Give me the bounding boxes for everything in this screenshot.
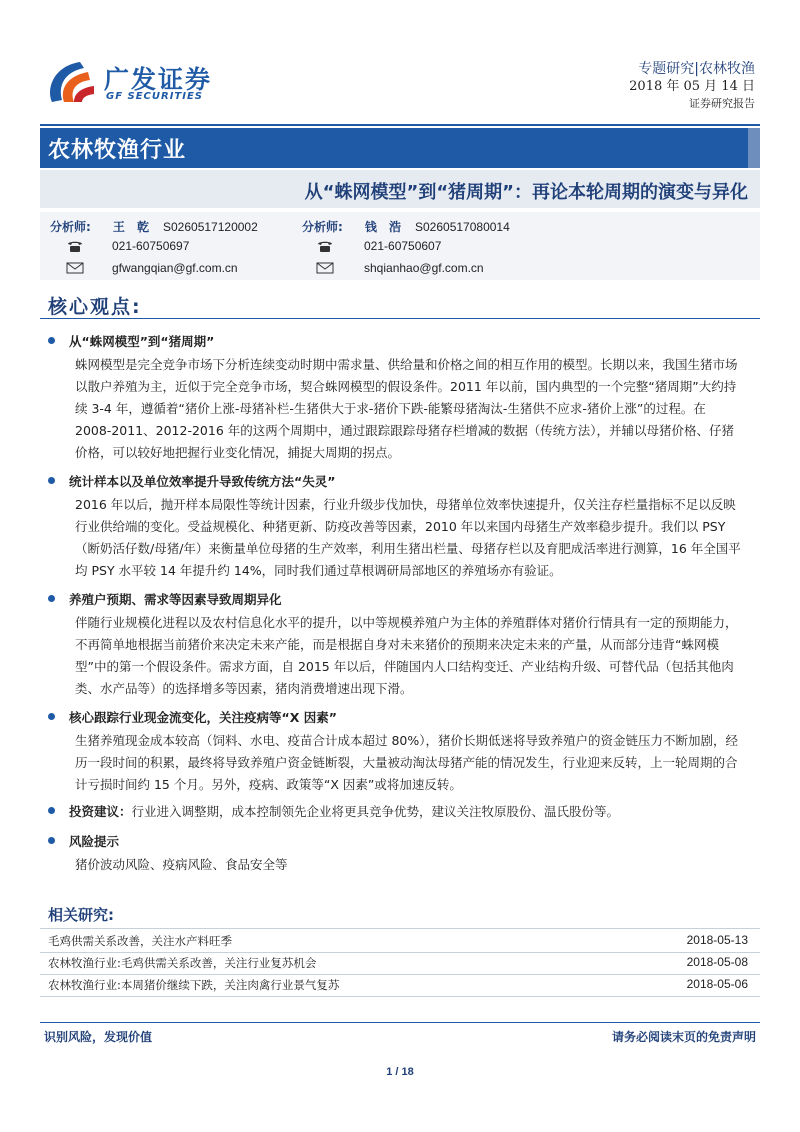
report-category: 专题研究|农林牧渔 xyxy=(638,61,755,77)
analyst-phone: 021-60750697 xyxy=(112,239,190,253)
section-heading: 从“蛛网模型”到“猪周期” xyxy=(48,332,214,350)
bullet-icon xyxy=(48,595,55,602)
report-type: 证券研究报告 xyxy=(689,97,755,110)
report-date: 2018 年 05 月 14 日 xyxy=(629,79,755,94)
report-header xyxy=(0,0,800,125)
related-item[interactable] xyxy=(48,952,748,974)
section-body: 2016 年以后，抛开样本局限性等统计因素，行业升级步伐加快，母猪单位效率快速提升，仅关注存栏量指标不足以反映行业供给端的变化。受益规模化、种猪更新、防疫改善等因素，2010 年以来国内母猪生产效率稳步提升。我们以 PSY（断奶活仔数/母猪/年）来衡量单位母猪的生产效率，利用生猪出栏量、母猪存栏以及育肥成活率进行测算，16 年全国平均 PSY 水平较 14 年提升约 14%，同时我们通过草根调研局部地区的养殖场亦有验证。 xyxy=(75,497,741,578)
phone-icon xyxy=(316,239,334,253)
analyst-email[interactable]: gfwangqian@gf.com.cn xyxy=(112,261,238,275)
core-views-heading: 核心观点: xyxy=(48,296,142,318)
related-date: 2018-05-08 xyxy=(686,955,748,969)
investment-advice: 投资建议：行业进入调整期，成本控制领先企业将更具竞争优势，建议关注牧原股份、温氏股份等。 xyxy=(48,802,619,820)
analyst-cert: S0260517120002 xyxy=(163,220,258,234)
email-icon xyxy=(316,261,334,275)
related-title[interactable]: 农林牧渔行业:毛鸡供需关系改善，关注行业复苏机会 xyxy=(48,956,317,970)
logo-text-cn: 广发证券 xyxy=(104,65,213,94)
related-divider xyxy=(40,996,760,997)
header-meta xyxy=(629,60,755,112)
analyst-cert: S0260517080014 xyxy=(415,220,510,234)
related-divider xyxy=(40,928,760,929)
bullet-icon xyxy=(48,713,55,720)
industry-title: 农林牧渔行业 xyxy=(48,138,187,163)
section-body: 蛛网模型是完全竞争市场下分析连续变动时期中需求量、供给量和价格之间的相互作用的模型。长期以来，我国生猪市场以散户养殖为主，近似于完全竞争市场，契合蛛网模型的假设条件。2011 年以前，国内典型的一个完整“猪周期”大约持续 3-4 年，遵循着“猪价上涨-母猪补栏-生猪供大于求-猪价下跌-能繁母猪淘汰-生猪供不应求-猪价上涨”的过程。在 2008-2011、2012-2016 年的这两个周期中，通过跟踪跟踪母猪存栏增减的数据（传统方法），并辅以母猪价格、仔猪价格，可以较好地把握行业变化情况，捕捉大周期的拐点。 xyxy=(75,357,738,460)
section-body: 猪价波动风险、疫病风险、食品安全等 xyxy=(75,857,288,872)
band-accent xyxy=(748,128,760,168)
analyst-2-row xyxy=(302,218,510,238)
related-date: 2018-05-13 xyxy=(686,933,748,947)
analyst-block xyxy=(40,212,760,280)
analyst-label: 分析师: xyxy=(302,220,343,234)
bullet-icon xyxy=(48,837,55,844)
phone-icon xyxy=(66,239,84,253)
report-title: 从“蛛网模型”到“猪周期”：再论本轮周期的演变与异化 xyxy=(304,182,748,203)
bullet-icon xyxy=(48,477,55,484)
related-date: 2018-05-06 xyxy=(686,977,748,991)
gf-logo xyxy=(44,58,244,108)
related-title[interactable]: 农林牧渔行业:本周猪价继续下跌，关注肉禽行业景气复苏 xyxy=(48,978,340,992)
footer-slogan: 识别风险，发现价值 xyxy=(44,1030,153,1044)
section-heading: 核心跟踪行业现金流变化，关注疫病等“X 因素” xyxy=(48,708,337,726)
related-heading: 相关研究: xyxy=(48,906,114,924)
related-item[interactable] xyxy=(48,974,748,996)
gf-logo-icon xyxy=(44,58,98,108)
page-number: 1 / 18 xyxy=(386,1066,414,1078)
footer-disclaimer-link[interactable]: 请务必阅读末页的免责声明 xyxy=(611,1030,756,1044)
bullet-icon xyxy=(48,337,55,344)
email-icon xyxy=(66,261,84,275)
analyst-label: 分析师: xyxy=(50,220,91,234)
analyst-email[interactable]: shqianhao@gf.com.cn xyxy=(364,261,484,275)
bullet-icon xyxy=(48,807,55,814)
core-divider xyxy=(40,318,760,319)
related-header-bg xyxy=(40,900,760,928)
section-heading: 风险提示 xyxy=(48,832,119,850)
section-body: 伴随行业规模化进程以及农村信息化水平的提升，以中等规模养殖户为主体的养殖群体对猪价行情具有一定的预期能力，不再简单地根据当前猪价来决定未来产能，而是根据自身对未来猪价的预期来决定未来的产量，从而部分违背“蛛网模型”中的第一个假设条件。需求方面，自 2015 年以后，伴随国内人口结构变迁、产业结构升级、可替代品（包括其他肉类、水产品等）的选择增多等因素，猪肉消费增速出现下滑。 xyxy=(75,615,738,696)
logo-text-en: GF SECURITIES xyxy=(106,91,204,102)
analyst-phone: 021-60750607 xyxy=(364,239,442,253)
analyst-name: 王 乾 xyxy=(112,220,153,234)
title-bar xyxy=(40,170,760,208)
section-heading: 统计样本以及单位效率提升导致传统方法“失灵” xyxy=(48,472,335,490)
footer-divider xyxy=(40,1022,760,1023)
analyst-name: 钱 浩 xyxy=(364,220,405,234)
header-divider xyxy=(40,124,760,126)
industry-band xyxy=(40,128,760,168)
section-body: 生猪养殖现金成本较高（饲料、水电、疫苗合计成本超过 80%），猪价长期低迷将导致养殖户的资金链压力不断加剧，经历一段时间的积累，最终将导致养殖户资金链断裂，大量被动淘汰母猪产能的情况发生，行业迎来反转，上一轮周期的合计亏损时间约 15 个月。另外，疫病、政策等“X 因素”或将加速反转。 xyxy=(75,733,739,792)
section-heading: 养殖户预期、需求等因素导致周期异化 xyxy=(48,590,282,608)
related-title[interactable]: 毛鸡供需关系改善，关注水产料旺季 xyxy=(48,934,232,948)
analyst-1-row xyxy=(50,218,258,238)
related-item[interactable] xyxy=(48,930,748,952)
